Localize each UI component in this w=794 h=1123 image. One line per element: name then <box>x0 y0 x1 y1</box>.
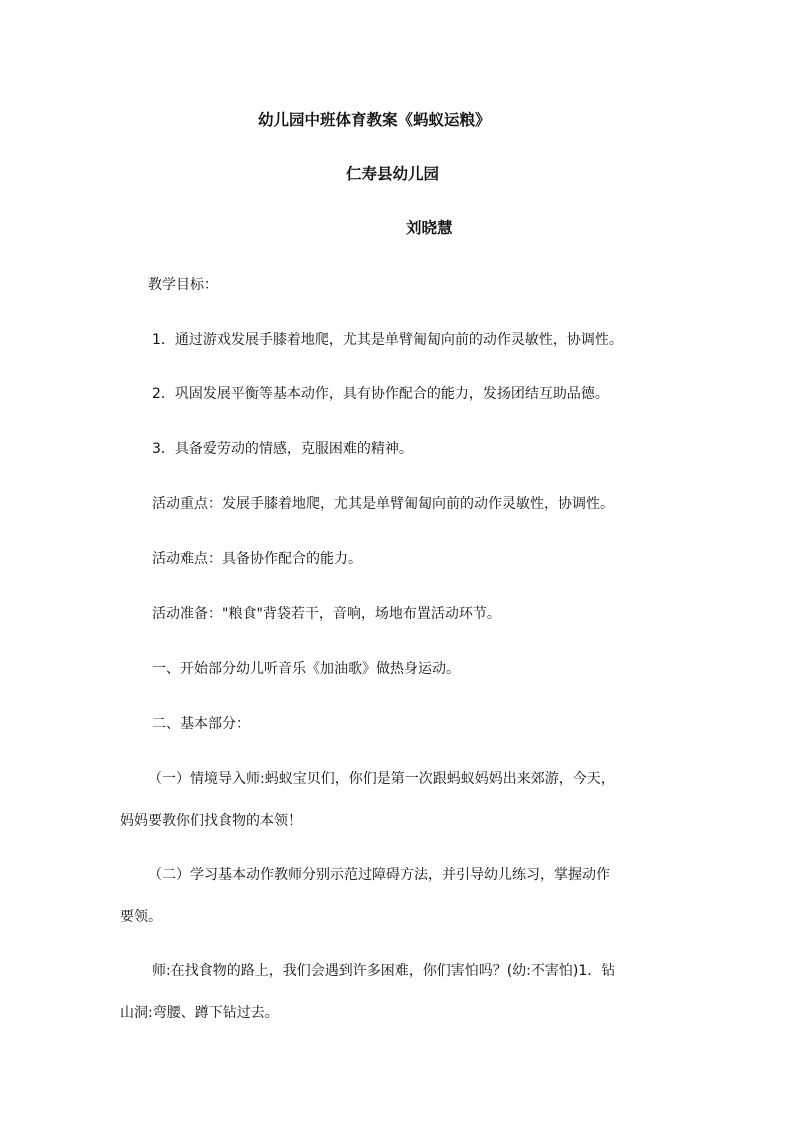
goals-heading: 教学目标： <box>148 277 218 293</box>
paragraph-line: （二）学习基本动作教师分别示范过障碍方法，并引导幼儿练习，掌握动作 <box>148 867 610 883</box>
key-point: 活动重点：发展手膝着地爬，尤其是单臂匍匐向前的动作灵敏性，协调性。 <box>152 496 614 512</box>
goal-item: 1．通过游戏发展手膝着地爬，尤其是单臂匍匐向前的动作灵敏性，协调性。 <box>152 332 623 348</box>
paragraph-line: 山洞:弯腰、蹲下钻过去。 <box>120 1005 279 1021</box>
goal-item: 2．巩固发展平衡等基本动作，具有协作配合的能力，发扬团结互助品德。 <box>152 386 609 402</box>
paragraph-line: 师:在找食物的路上，我们会遇到许多困难，你们害怕吗？(幼:不害怕)1．钻 <box>152 963 616 979</box>
document-title: 幼儿园中班体育教案《蚂蚁运粮》 <box>258 111 491 129</box>
school-name: 仁寿县幼儿园 <box>346 165 440 183</box>
difficulty: 活动难点：具备协作配合的能力。 <box>152 551 362 567</box>
part-heading: 一、开始部分幼儿听音乐《加油歌》做热身运动。 <box>152 661 460 677</box>
paragraph-line: 要领。 <box>120 909 162 925</box>
goal-item: 3．具备爱劳动的情感，克服困难的精神。 <box>152 441 413 457</box>
paragraph-line: 妈妈要教你们找食物的本领！ <box>120 813 302 829</box>
preparation: 活动准备："粮食"背袋若干，音响，场地布置活动环节。 <box>152 606 501 622</box>
author-name: 刘晓慧 <box>406 219 453 237</box>
part-heading: 二、基本部分： <box>152 716 250 732</box>
paragraph-line: （一）情境导入师:蚂蚁宝贝们，你们是第一次跟蚂蚁妈妈出来郊游，今天， <box>148 771 615 787</box>
